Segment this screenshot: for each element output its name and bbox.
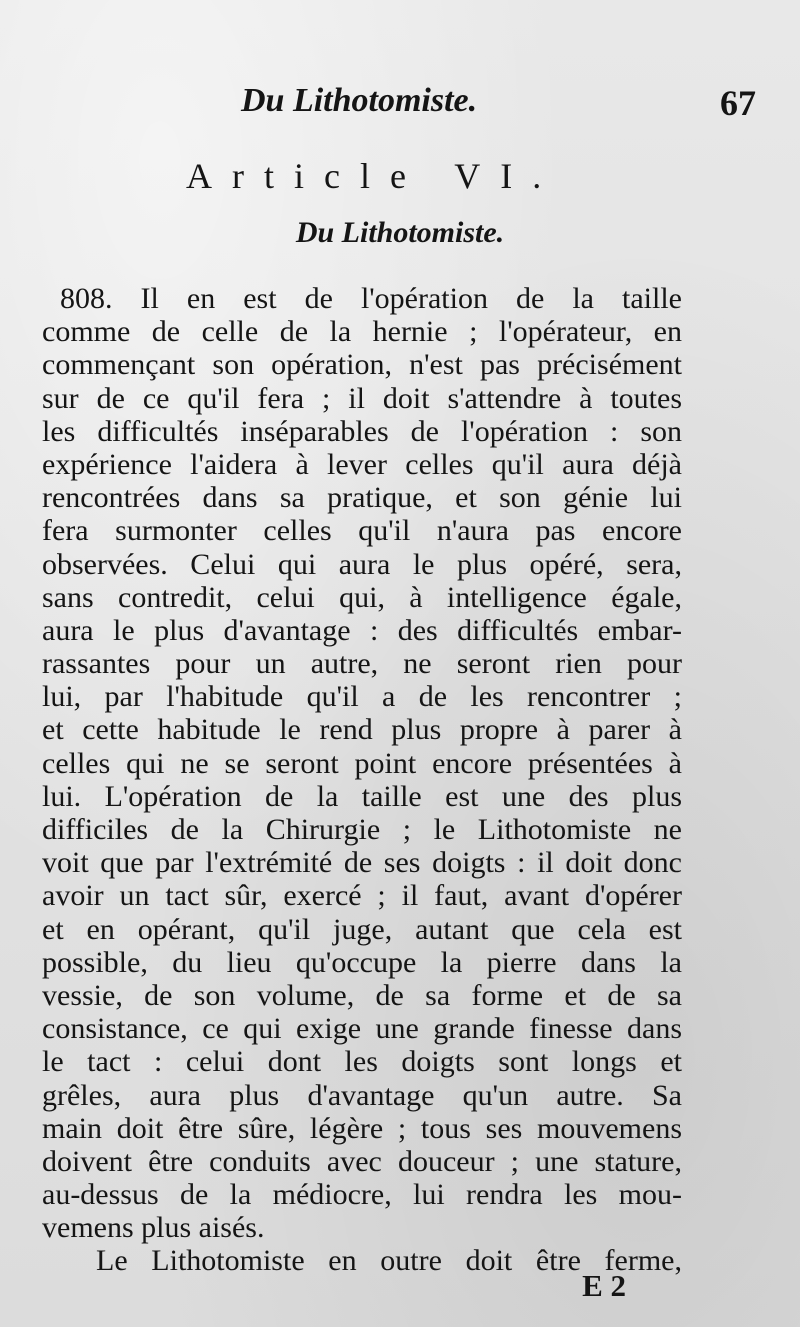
text-line: sans contredit, celui qui, à intelligence égale, <box>42 580 682 614</box>
text-line: consistance, ce qui exige une grande finesse dans <box>42 1012 682 1046</box>
text-line: main doit être sûre, légère ; tous ses mouvemens <box>42 1111 682 1145</box>
text-line: possible, du lieu qu'occupe la pierre dans la <box>42 945 682 979</box>
text-line: et en opérant, qu'il juge, autant que cela est <box>42 912 682 946</box>
text-line: les difficultés inséparables de l'opération : son <box>42 414 682 448</box>
text-line: rencontrées dans sa pratique, et son génie lui <box>42 481 682 515</box>
text-line: 808. Il en est de l'opération de la taille <box>60 282 682 315</box>
text-line: vessie, de son volume, de sa forme et de sa <box>42 978 682 1012</box>
text-line: rassantes pour un autre, ne seront rien pour <box>42 647 682 681</box>
text-line: comme de celle de la hernie ; l'opérateur, en <box>42 315 682 349</box>
text-line: vemens plus aisés. <box>42 1211 265 1245</box>
text-line: expérience l'aidera à lever celles qu'il aura déjà <box>42 447 682 481</box>
text-line: aura le plus d'avantage : des difficultés embar- <box>42 613 682 647</box>
page-header <box>36 82 756 126</box>
text-line: lui, par l'habitude qu'il a de les rencontrer ; <box>42 680 682 714</box>
text-line: et cette habitude le rend plus propre à parer à <box>42 713 682 747</box>
text-line: sur de ce qu'il fera ; il doit s'attendre à toutes <box>42 381 682 415</box>
text-line: difficiles de la Chirurgie ; le Lithotomiste ne <box>42 813 682 846</box>
article-title: Article VI. <box>186 156 562 196</box>
body-text <box>42 282 682 1278</box>
signature-mark: E 2 <box>582 1268 626 1303</box>
text-line: commençant son opération, n'est pas précisément <box>42 348 682 382</box>
article-subtitle: Du Lithotomiste. <box>295 216 505 249</box>
text-line: voit que par l'extrémité de ses doigts : il doit donc <box>42 846 682 880</box>
text-line: grêles, aura plus d'avantage qu'un autre. Sa <box>42 1078 682 1112</box>
text-line: fera surmonter celles qu'il n'aura pas encore <box>42 514 682 548</box>
text-line: celles qui ne se seront point encore présentées à <box>42 746 682 780</box>
text-line: avoir un tact sûr, exercé ; il faut, avant d'opérer <box>42 879 682 913</box>
running-title: Du Lithotomiste. <box>241 82 478 119</box>
page-number: 67 <box>720 83 756 123</box>
text-line: lui. L'opération de la taille est une des plus <box>42 779 682 813</box>
text-line: observées. Celui qui aura le plus opéré, sera, <box>42 547 682 581</box>
text-line: au-dessus de la médiocre, lui rendra les mou- <box>42 1178 682 1212</box>
text-line: Le Lithotomiste en outre doit être ferme, <box>96 1244 682 1278</box>
text-line: doivent être conduits avec douceur ; une stature, <box>42 1144 682 1178</box>
show-through-text <box>520 105 780 305</box>
text-line: le tact : celui dont les doigts sont longs et <box>42 1045 682 1079</box>
